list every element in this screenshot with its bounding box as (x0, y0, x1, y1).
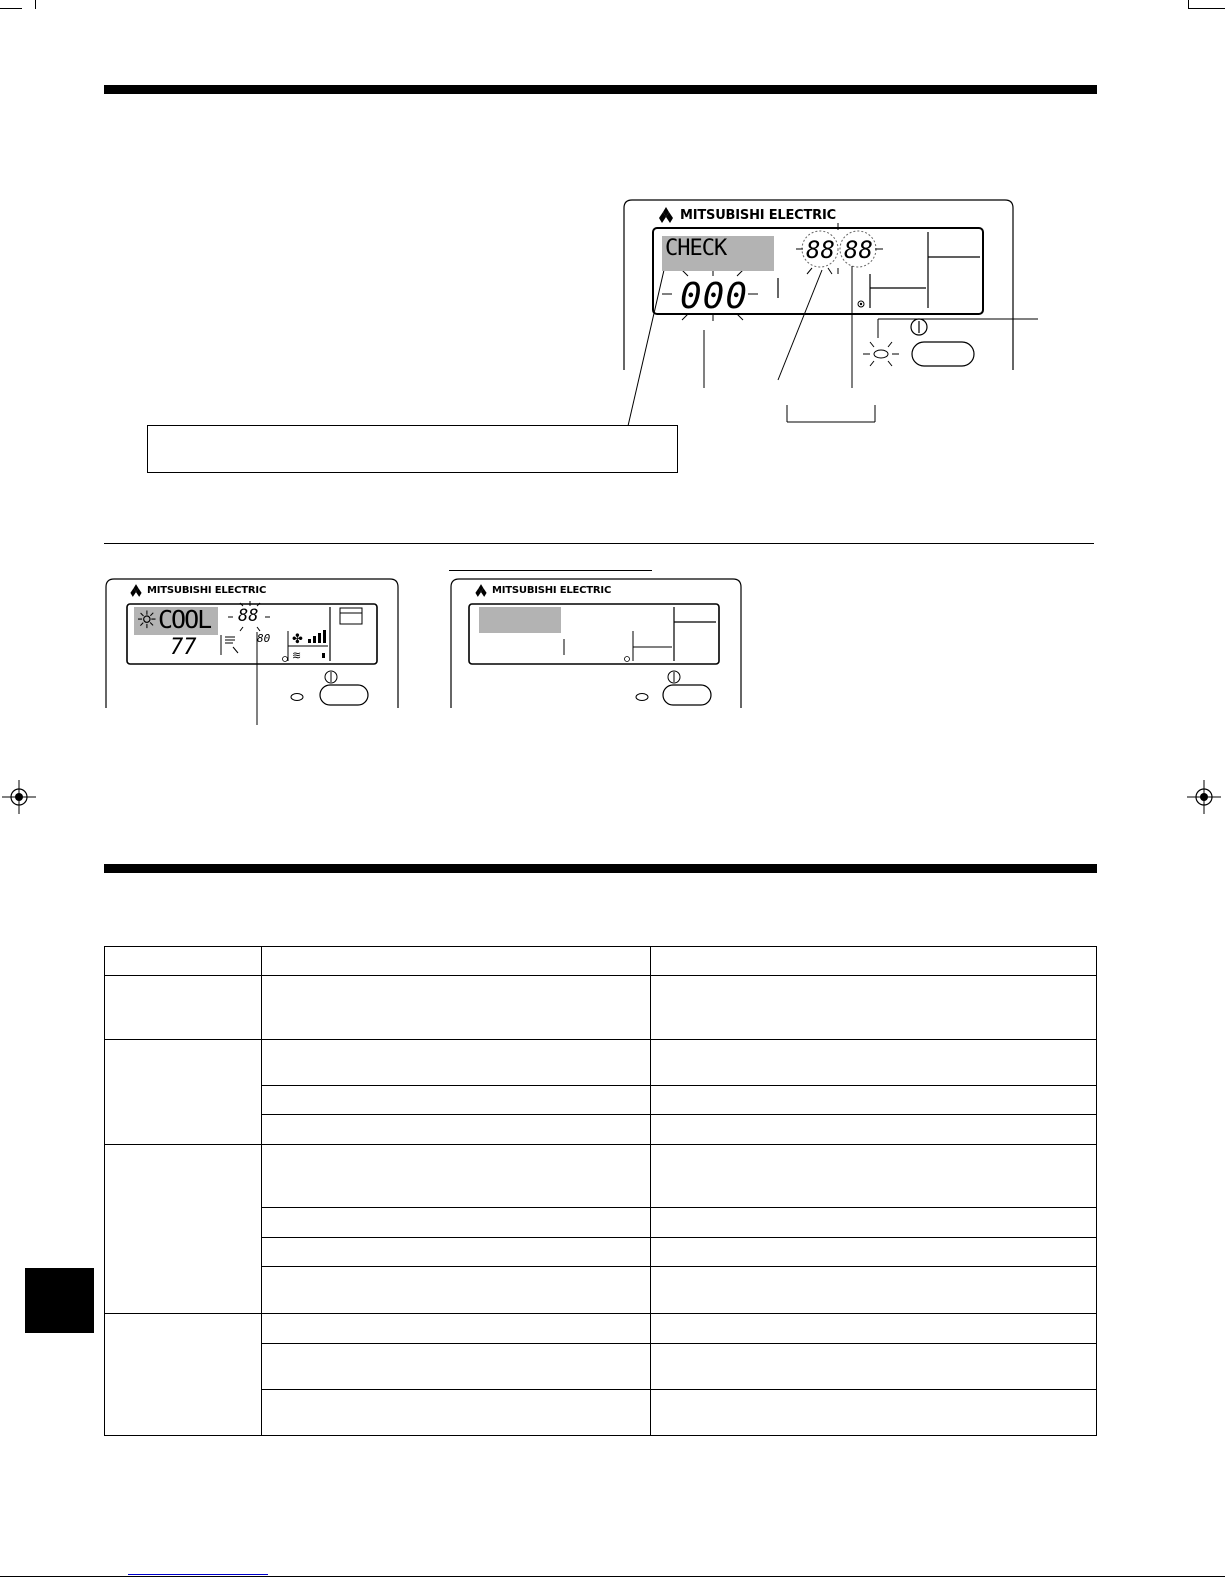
table-cell (261, 1208, 651, 1238)
svg-text:✤: ✤ (292, 632, 303, 647)
mitsubishi-logo-icon (656, 207, 676, 223)
brand-blank (473, 584, 611, 597)
mitsubishi-logo-icon (473, 584, 489, 597)
table-cell (261, 1314, 651, 1344)
table-cell (651, 1086, 1097, 1115)
cool-tiny-digits: 80 (257, 632, 271, 645)
bottom-link-underline (128, 1574, 268, 1575)
table-row (105, 1145, 1097, 1208)
svg-text:≋: ≋ (292, 649, 302, 662)
crop-mark-top-left-v (35, 0, 36, 9)
table-cell (105, 1314, 262, 1436)
fault-table (104, 946, 1097, 1436)
check-label: CHECK (665, 236, 727, 261)
brand-text-cool: MITSUBISHI ELECTRIC (147, 585, 267, 596)
brand-text-blank: MITSUBISHI ELECTRIC (492, 585, 612, 596)
section-rule-middle (104, 864, 1097, 873)
sun-icon: ☼ (136, 606, 158, 634)
table-cell (261, 1267, 651, 1314)
address-digits-1: 88 (806, 236, 835, 264)
table-row (105, 1314, 1097, 1344)
table-cell (651, 1115, 1097, 1145)
table-cell (261, 976, 651, 1040)
table-cell (261, 1344, 651, 1390)
remote-controller-cool-figure (100, 575, 405, 725)
address-digits-2: 88 (844, 236, 873, 264)
mitsubishi-logo-icon (128, 584, 144, 597)
cool-mode-label: COOL (158, 605, 211, 634)
table-cell (261, 1040, 651, 1086)
table-cell (651, 1344, 1097, 1390)
table-cell (105, 976, 262, 1040)
language-tab (25, 1268, 94, 1333)
brand-main (656, 207, 836, 223)
table-cell (651, 1040, 1097, 1086)
table-cell (261, 1115, 651, 1145)
section-divider (104, 543, 1094, 544)
table-cell (261, 1238, 651, 1267)
brand-text: MITSUBISHI ELECTRIC (680, 207, 836, 223)
crop-mark-bottom (0, 1576, 1225, 1577)
cool-temp-value: 77 (170, 635, 197, 660)
table-cell (261, 1145, 651, 1208)
table-cell (105, 1145, 262, 1314)
table-cell (261, 1390, 651, 1436)
blank-highlight (479, 607, 561, 633)
table-cell (105, 947, 262, 976)
table-row (105, 976, 1097, 1040)
table-cell (261, 1086, 651, 1115)
remote-controller-blank-figure (445, 575, 750, 725)
table-cell (651, 1267, 1097, 1314)
table-cell (651, 1390, 1097, 1436)
code-digits: 000 (680, 276, 749, 317)
table-row (105, 1040, 1097, 1086)
table-cell (651, 947, 1097, 976)
callout-box (147, 425, 678, 473)
registration-mark-right-icon (1187, 780, 1221, 814)
remote-controller-figure (600, 190, 1050, 430)
table-cell (105, 1040, 262, 1145)
display2-heading-rule (449, 570, 652, 571)
crop-mark-top-right-v (1188, 0, 1189, 9)
section-rule-top (104, 85, 1097, 94)
table-row (105, 947, 1097, 976)
crop-mark-top-left (0, 8, 22, 9)
table-cell (651, 1208, 1097, 1238)
cool-small-digits: 88 (238, 606, 259, 626)
table-cell (261, 947, 651, 976)
registration-mark-left-icon (2, 780, 36, 814)
table-cell (651, 1238, 1097, 1267)
table-cell (651, 1145, 1097, 1208)
crop-mark-top-right (1188, 8, 1225, 9)
table-cell (651, 976, 1097, 1040)
brand-cool (128, 584, 266, 597)
table-cell (651, 1314, 1097, 1344)
